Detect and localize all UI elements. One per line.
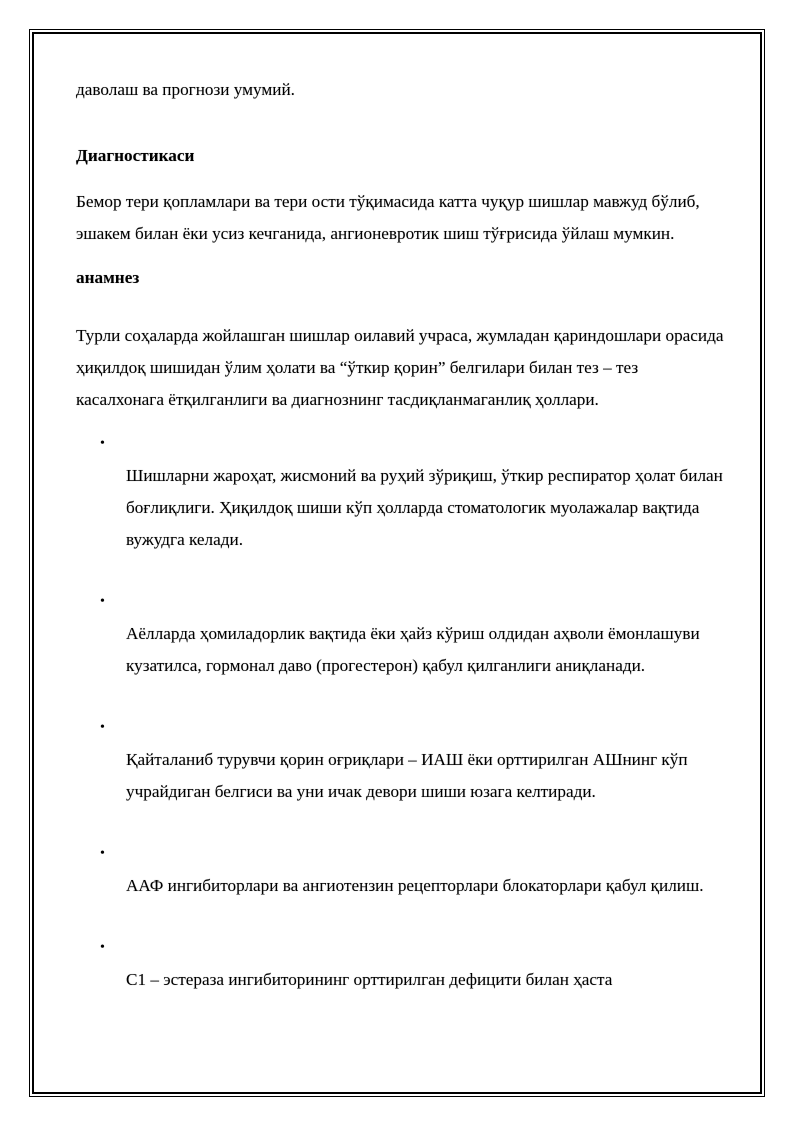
diagnostics-paragraph: Бемор тери қопламлари ва тери ости тўқимасида катта чуқур шишлар мавжуд бўлиб, эшакем билан ёки усиз кечганида, ангионевротик шиш тўғрисида ўйлаш мумкин. — [76, 192, 700, 243]
bullet-icon: • — [100, 846, 105, 861]
list-item — [76, 932, 726, 996]
list-item-text: Қайталаниб турувчи қорин оғриқлари – ИАШ ёки орттирилган АШнинг кўп учрайдиган белгиси ва уни ичак девори шиши юзага келтиради. — [126, 750, 688, 801]
bullet-icon: • — [100, 720, 105, 735]
bullet-icon: • — [100, 436, 105, 451]
diagnostics-heading: Диагностикаси — [76, 146, 195, 165]
list-item-text: Аёлларда ҳомиладорлик вақтида ёки ҳайз кўриш олдидан аҳволи ёмонлашуви кузатилса, гормонал даво (прогестерон) қабул қилганлиги аниқланади. — [126, 624, 700, 675]
anamnesis-heading: анамнез — [76, 268, 140, 287]
list-item-text: ААФ ингибиторлари ва ангиотензин рецепторлари блокаторлари қабул қилиш. — [126, 876, 704, 895]
list-item — [76, 712, 726, 808]
list-item-text: С1 – эстераза ингибиторининг орттирилган дефицити билан ҳаста — [126, 970, 613, 989]
list-item — [76, 838, 726, 902]
anamnesis-paragraph: Турли соҳаларда жойлашган шишлар оилавий учраса, жумладан қариндошлари орасида ҳиқилдоқ шишидан ўлим ҳолати ва “ўткир қорин” белгилари билан тез – тез касалхонага ётқилганлиги ва диагнознинг тасдиқланмаганлиқ ҳоллари. — [76, 326, 724, 409]
list-item-text: Шишларни жароҳат, жисмоний ва руҳий зўриқиш, ўткир респиратор ҳолат билан боғлиқлиги. Ҳиқилдоқ шиши кўп ҳолларда стоматологик муолажалар вақтида вужудга келади. — [126, 466, 723, 549]
intro-paragraph: даволаш ва прогнози умумий. — [76, 80, 295, 99]
list-item — [76, 428, 726, 556]
bullet-icon: • — [100, 594, 105, 609]
list-item — [76, 586, 726, 682]
document-body — [76, 74, 726, 996]
bullet-list — [76, 428, 726, 996]
bullet-icon: • — [100, 940, 105, 955]
